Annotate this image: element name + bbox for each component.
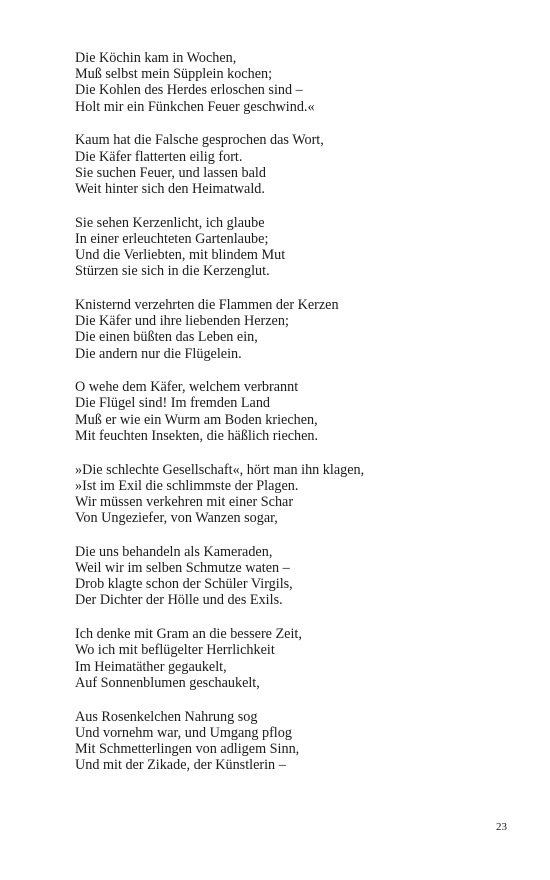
stanza-4 [75, 297, 515, 362]
verse-line: Die Köchin kam in Wochen, [75, 50, 237, 66]
verse-line: Weit hinter sich den Heimatwald. [75, 180, 265, 197]
verse-line: Mit Schmetterlingen von adligem Sinn, [75, 740, 300, 757]
verse-line: Von Ungeziefer, von Wanzen sogar, [75, 510, 278, 527]
verse-line: Der Dichter der Hölle und des Exils. [75, 592, 283, 609]
verse-line: Die Flügel sind! Im fremden Land [75, 395, 271, 412]
verse-line: Sie suchen Feuer, und lassen bald [75, 164, 266, 181]
verse-line: Kaum hat die Falsche gesprochen das Wort, [75, 132, 324, 149]
verse-line: Und die Verliebten, mit blindem Mut [75, 247, 286, 264]
verse-line: Drob klagte schon der Schüler Virgils, [75, 576, 293, 593]
verse-line: Weil wir im selben Schmutze waten – [75, 560, 290, 577]
verse-line: »Die schlechte Gesellschaft«, hört man ihn klagen, [75, 461, 365, 478]
verse-line: Mit feuchten Insekten, die häßlich riechen. [75, 427, 319, 444]
verse-line: Sie sehen Kerzenlicht, ich glaube [75, 214, 265, 231]
verse-line: Die Kohlen des Herdes erloschen sind – [75, 82, 303, 99]
verse-line: Ich denke mit Gram an die bessere Zeit, [75, 626, 302, 643]
stanza-1 [75, 50, 515, 115]
verse-line: Die andern nur die Flügelein. [75, 345, 242, 362]
verse-line: »Ist im Exil die schlimmste der Plagen. [75, 477, 299, 494]
verse-line: Und vornehm war, und Umgang pflog [75, 724, 292, 741]
verse-line: Auf Sonnenblumen geschaukelt, [75, 674, 260, 691]
verse-line: Aus Rosenkelchen Nahrung sog [75, 708, 258, 725]
stanza-2 [75, 132, 515, 197]
stanza-7 [75, 544, 515, 609]
stanza-6 [75, 462, 515, 527]
verse-line: Wir müssen verkehren mit einer Schar [75, 493, 294, 510]
page-number: 23 [496, 821, 507, 833]
stanza-3 [75, 215, 515, 280]
poem-text [75, 50, 515, 791]
verse-line: Muß selbst mein Süpplein kochen; [75, 66, 273, 83]
verse-line: Muß er wie ein Wurm am Boden kriechen, [75, 411, 318, 428]
verse-line: Holt mir ein Fünkchen Feuer geschwind.« [75, 98, 315, 115]
verse-line: Wo ich mit beflügelter Herrlichkeit [75, 642, 275, 659]
verse-line: Die einen büßten das Leben ein, [75, 329, 258, 346]
stanza-8 [75, 626, 515, 691]
verse-line: Die Käfer flatterten eilig fort. [75, 148, 243, 165]
verse-line: Knisternd verzehrten die Flammen der Kerzen [75, 296, 339, 313]
verse-line: Und mit der Zikade, der Künstlerin – [75, 757, 286, 774]
verse-line: In einer erleuchteten Gartenlaube; [75, 230, 269, 247]
verse-line: Stürzen sie sich in die Kerzenglut. [75, 263, 270, 280]
verse-line: Die uns behandeln als Kameraden, [75, 543, 273, 560]
verse-line: Im Heimatäther gegaukelt, [75, 658, 227, 675]
stanza-5 [75, 379, 515, 444]
verse-line: O wehe dem Käfer, welchem verbrannt [75, 379, 299, 396]
verse-line: Die Käfer und ihre liebenden Herzen; [75, 313, 289, 330]
stanza-9 [75, 709, 515, 774]
